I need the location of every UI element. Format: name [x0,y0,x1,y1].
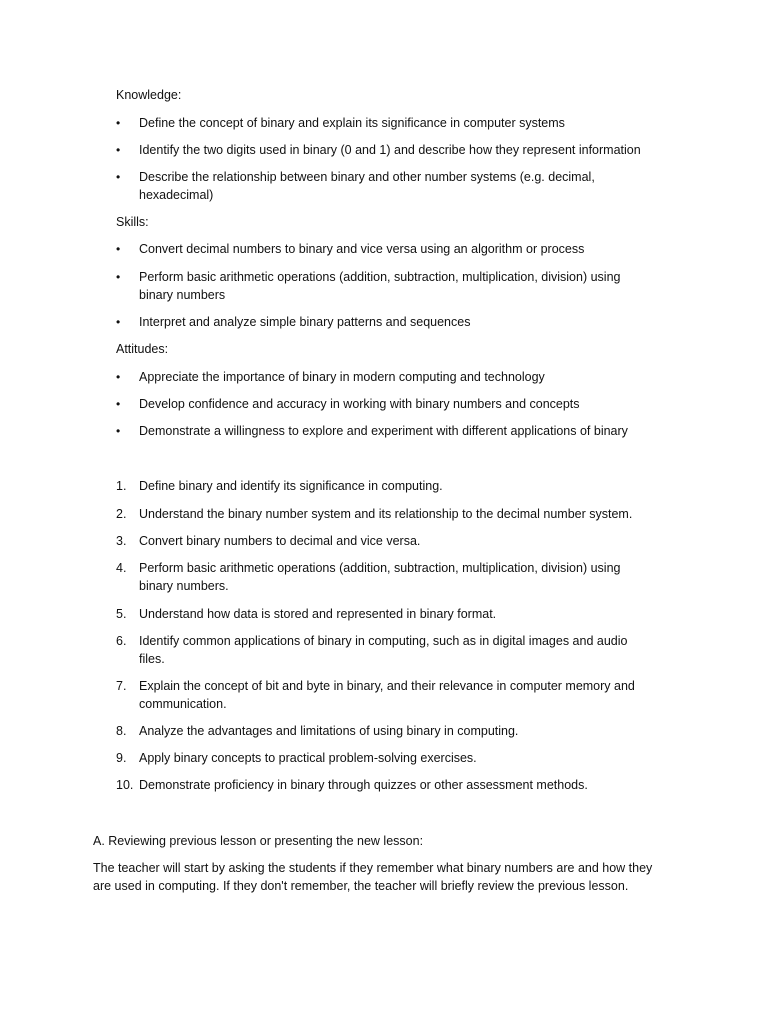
section-a-paragraph: The teacher will start by asking the students if they remember what binary numbers are and how they are used in computing. If they don't remember, the teacher will briefly review the previous lesson. [93,861,653,893]
objective-text: Understand the binary number system and its relationship to the decimal number system. [139,507,633,521]
objective-number: 2. [116,507,127,521]
skills-heading: Skills: [116,215,149,229]
list-item [116,115,676,133]
objective-text: Perform basic arithmetic operations (addition, subtraction, multiplication, division) using binary numbers. [139,561,621,593]
objective-text: Define binary and identify its significance in computing. [139,479,443,493]
list-item [116,169,636,204]
objective-item [116,606,676,624]
knowledge-item-2: Identify the two digits used in binary (0 and 1) and describe how they represent information [139,143,641,157]
skills-item-3: Interpret and analyze simple binary patterns and sequences [139,315,471,329]
objective-number: 10. [116,778,134,792]
objective-number: 8. [116,724,127,738]
skills-item-1: Convert decimal numbers to binary and vice versa using an algorithm or process [139,242,585,256]
knowledge-heading: Knowledge: [116,88,182,102]
objective-item [116,506,676,524]
bullet-icon: • [116,370,121,384]
list-item [116,369,676,387]
objective-text: Explain the concept of bit and byte in binary, and their relevance in computer memory and communication. [139,679,635,711]
objective-text: Convert binary numbers to decimal and vice versa. [139,534,421,548]
objective-item [116,750,676,768]
objective-item [116,633,656,668]
objective-item [116,723,676,741]
bullet-icon: • [116,170,121,184]
objective-number: 9. [116,751,127,765]
objective-text: Identify common applications of binary in computing, such as in digital images and audio files. [139,634,628,666]
bullet-icon: • [116,270,121,284]
attitudes-heading: Attitudes: [116,342,169,356]
attitudes-item-1: Appreciate the importance of binary in modern computing and technology [139,370,545,384]
objective-number: 3. [116,534,127,548]
bullet-icon: • [116,116,121,130]
objective-text: Demonstrate proficiency in binary through quizzes or other assessment methods. [139,778,588,792]
objective-number: 6. [116,634,127,648]
skills-item-2: Perform basic arithmetic operations (addition, subtraction, multiplication, division) using binary numbers [139,270,621,302]
objective-item [116,560,656,595]
knowledge-item-3: Describe the relationship between binary and other number systems (e.g. decimal, hexadecimal) [139,170,595,202]
objective-number: 5. [116,607,127,621]
attitudes-item-2: Develop confidence and accuracy in working with binary numbers and concepts [139,397,580,411]
knowledge-item-1: Define the concept of binary and explain its significance in computer systems [139,116,565,130]
objective-text: Apply binary concepts to practical problem-solving exercises. [139,751,477,765]
bullet-icon: • [116,143,121,157]
section-a-heading: A. Reviewing previous lesson or presenting the new lesson: [93,834,424,848]
objective-item [116,777,676,795]
objective-text: Understand how data is stored and represented in binary format. [139,607,497,621]
objective-item [116,533,676,551]
list-item [116,396,676,414]
objective-number: 4. [116,561,127,575]
objective-text: Analyze the advantages and limitations of using binary in computing. [139,724,519,738]
objective-item [116,678,671,713]
bullet-icon: • [116,242,121,256]
bullet-icon: • [116,397,121,411]
list-item [116,269,656,304]
attitudes-item-3: Demonstrate a willingness to explore and experiment with different applications of binary [139,424,628,438]
list-item [116,241,676,259]
objective-item [116,478,676,496]
bullet-icon: • [116,315,121,329]
bullet-icon: • [116,424,121,438]
list-item [116,314,676,332]
list-item [116,423,676,441]
objective-number: 1. [116,479,127,493]
objective-number: 7. [116,679,127,693]
list-item [116,142,676,160]
